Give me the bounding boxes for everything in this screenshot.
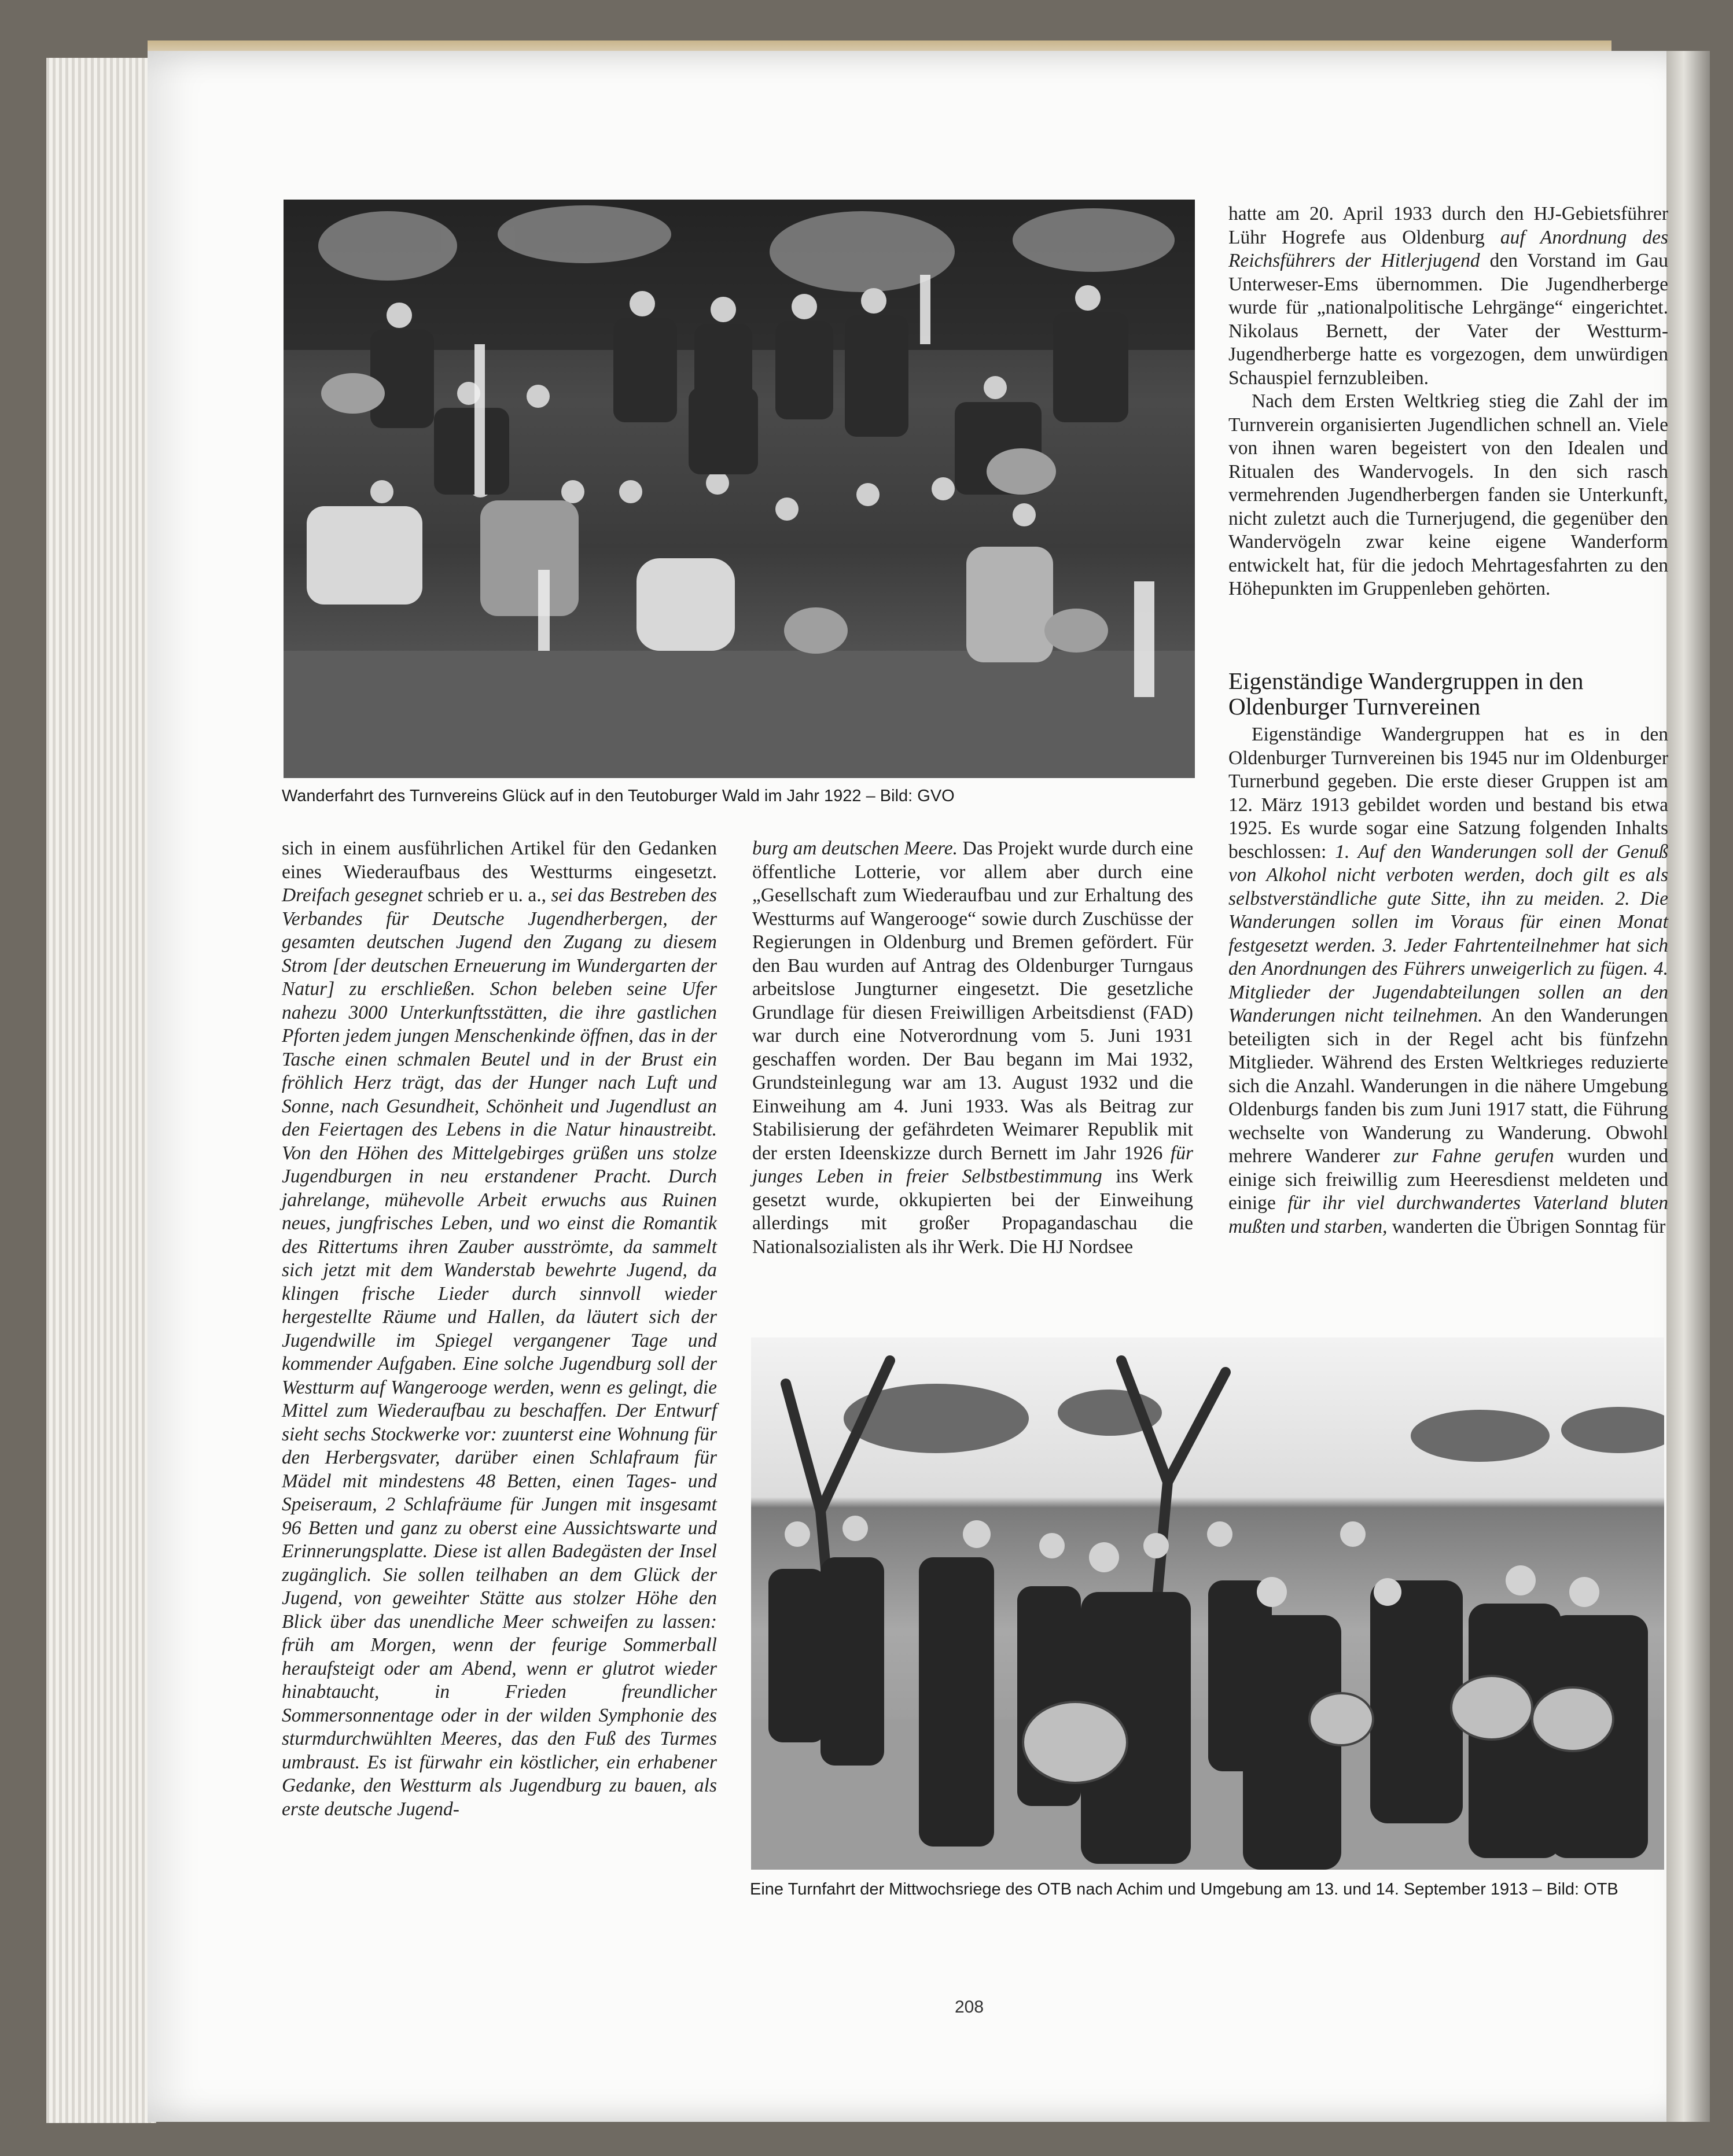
photo-turnfahrt-1913 [751, 1337, 1664, 1870]
photo1-caption: Wanderfahrt des Turnvereins Glück auf in den Teutoburger Wald im Jahr 1922 – Bild: GVO [282, 787, 955, 805]
column-left [282, 837, 717, 1821]
column-right-lower [1228, 723, 1668, 1239]
column-left-paragraph: sich in einem ausführlichen Artikel für den Gedanken eines Wiederaufbaus des Westturms eingesetzt. Dreifach gesegnet schrieb er u. a., sei das Bestreben des Verbandes für Deutsche Jugendherbergen, der gesamten deutschen Jugend den Zugang zu diesem Strom [der deutschen Erneuerung im Wundergarten der Natur] zu erschließen. Schon beleben seine Ufer nahezu 3000 Unterkunftsstätten, die ihre gastlichen Pforten jedem jungen Menschenkinde öffnen, das in der Tasche einen schmalen Beutel und in der Brust ein fröhlich Herz trägt, das der Hunger nach Luft und Sonne, nach Gesundheit, Schönheit und Jugendlust an den Feiertagen des Lebens in die Natur hinaustreibt. Von den Höhen des Mittelgebirges grüßen uns stolze Jugendburgen in neu erstandener Pracht. Durch jahrelange, mühevolle Arbeit erwuchs aus Ruinen neues, jungfrisches Leben, und wo einst die Romantik des Rittertums ihren Zauber ausströmte, da sammelt sich jetzt mit dem Wanderstab bewehrte Jugend, da klingen frische Lieder durch sinnvoll wieder hergestellte Räume und Hallen, da läutert sich der Jugendwille im Spiegel vergangener Tage und kommender Aufgaben. Eine solche Jugendburg soll der Westturm auf Wangerooge werden, wenn es gelingt, die Mittel zum Wiederaufbau zu beschaffen. Der Entwurf sieht sechs Stockwerke vor: zuunterst eine Wohnung für den Herbergsvater, darüber einen Schlafraum für Mädel mit mindestens 48 Betten, einen Tages- und Speiseraum, 2 Schlafräume für Jungen mit insgesamt 96 Betten und ganz zu oberst eine Aussichtswarte und Erinnerungsplatte. Diese ist allen Badegästen der Insel zugänglich. Sie sollen teilhaben an dem Glück der Jugend, von geweihter Stätte aus stolzer Höhe den Blick über das unendliche Meer schweifen zu lassen: früh am Morgen, wenn der feurige Sommerball heraufsteigt oder am Abend, wenn er glutrot wieder hinabtaucht, in Frieden freundlicher Sommersonnentage oder in der wilden Symphonie des sturmdurchwühlten Meeres, das den Fuß des Turmes umbraust. Es ist fürwahr ein köstlicher, ein erhabener Gedanke, den Westturm als Jugendburg zu bauen, als erste deutsche Jugend- [282, 838, 717, 1820]
book-fold-shadow [1666, 51, 1710, 2122]
photo-group-excursion-1922 [284, 200, 1195, 778]
column-right-paragraph-3: Eigenständige Wandergruppen hat es in den Oldenburger Turnvereinen bis 1945 nur im Oldenburger Turnerbund gegeben. Die erste dieser Gruppen ist am 12. März 1913 gebildet worden und bestand bis etwa 1925. Es wurde sogar eine Satzung folgenden Inhalts beschlossen: 1. Auf den Wanderungen soll der Genuß von Alkohol nicht verboten werden, doch gilt es als selbstverständliche gute Sitte, ihn zu meiden. 2. Die Wanderungen sollen im Voraus für einen Monat festgesetzt werden. 3. Jeder Fahrtenteilnehmer hat sich den Anordnungen des Führers unweigerlich zu fügen. 4. Mitglieder der Jugendabteilungen sollen an den Wanderungen nicht teilnehmen. An den Wanderungen beteiligten sich in der Regel acht bis fünfzehn Mitglieder. Während des Ersten Weltkrieges reduzierte sich die Anzahl. Wanderungen in die nähere Umgebung Oldenburgs fanden bis zum Juni 1917 statt, die Führung wechselte von Wanderung zu Wanderung. Obwohl mehrere Wanderer zur Fahne gerufen wurden und einige sich freiwillig zum Heeresdienst meldeten und einige für ihr viel durchwandertes Vaterland bluten mußten und starben, wanderten die Übrigen Sonntag für [1228, 724, 1669, 1237]
section-heading: Eigenständige Wandergruppen in den Oldenburger Turnvereinen [1228, 668, 1584, 720]
column-right-paragraph-1: hatte am 20. April 1933 durch den HJ-Gebietsführer Lühr Hogrefe aus Oldenburg auf Anordnung des Reichsführers der Hitlerjugend den Vorstand im Gau Unterweser-Ems übernommen. Die Jugendherberge wurde für „nationalpolitische Lehrgänge“ eingerichtet. Nikolaus Bernett, der Vater der Westturm-Jugendherberge hatte es vorgezogen, dem unwürdigen Schauspiel fernzubleiben. [1228, 203, 1668, 389]
photo2-caption: Eine Turnfahrt der Mittwochsriege des OTB nach Achim und Umgebung am 13. und 14. September 1913 – Bild: OTB [750, 1880, 1618, 1899]
page-stack-edge [46, 58, 156, 2123]
column-middle [752, 837, 1193, 1259]
column-middle-paragraph: burg am deutschen Meere. Das Projekt wurde durch eine öffentliche Lotterie, vor allem aber durch eine „Gesellschaft zum Wiederaufbau und zur Erhaltung des Westturms auf Wangerooge“ sowie durch Zuschüsse der Regierungen in Oldenburg und Bremen gefördert. Für den Bau wurden auf Antrag des Oldenburger Turngaus arbeitslose Jungturner eingesetzt. Die gesetzliche Grundlage für diesen Freiwilligen Arbeitsdienst (FAD) war durch eine Notverordnung vom 5. Juni 1931 geschaffen worden. Der Bau begann im Mai 1932, Grundsteinlegung war am 13. August 1932 und die Einweihung am 4. Juni 1933. Was als Beitrag zur Stabilisierung der gefährdeten Weimarer Republik mit der ersten Ideenskizze durch Bernett im Jahr 1926 für junges Leben in freier Selbstbestimmung ins Werk gesetzt wurde, okkupierten bei der Einweihung allerdings mit großer Propagandaschau die Nationalsozialisten als ihr Werk. Die HJ Nordsee [752, 838, 1194, 1258]
column-right-upper [1228, 202, 1668, 601]
page-number: 208 [954, 1997, 984, 2017]
column-right-paragraph-2: Nach dem Ersten Weltkrieg stieg die Zahl der im Turnverein organisierten Jugendlichen schnell an. Viele von ihnen waren begeistert von den Idealen und Ritualen des Wandervogels. In den sich rasch vermehrenden Jugendherbergen fanden sie Unterkunft, nicht zuletzt auch die Turnerjugend, die gegenüber den Wandervögeln zwar keine eigene Wanderform entwickelt hat, für die jedoch Mehrtagesfahrten zu den Höhepunkten im Gruppenleben gehörten. [1228, 390, 1668, 599]
